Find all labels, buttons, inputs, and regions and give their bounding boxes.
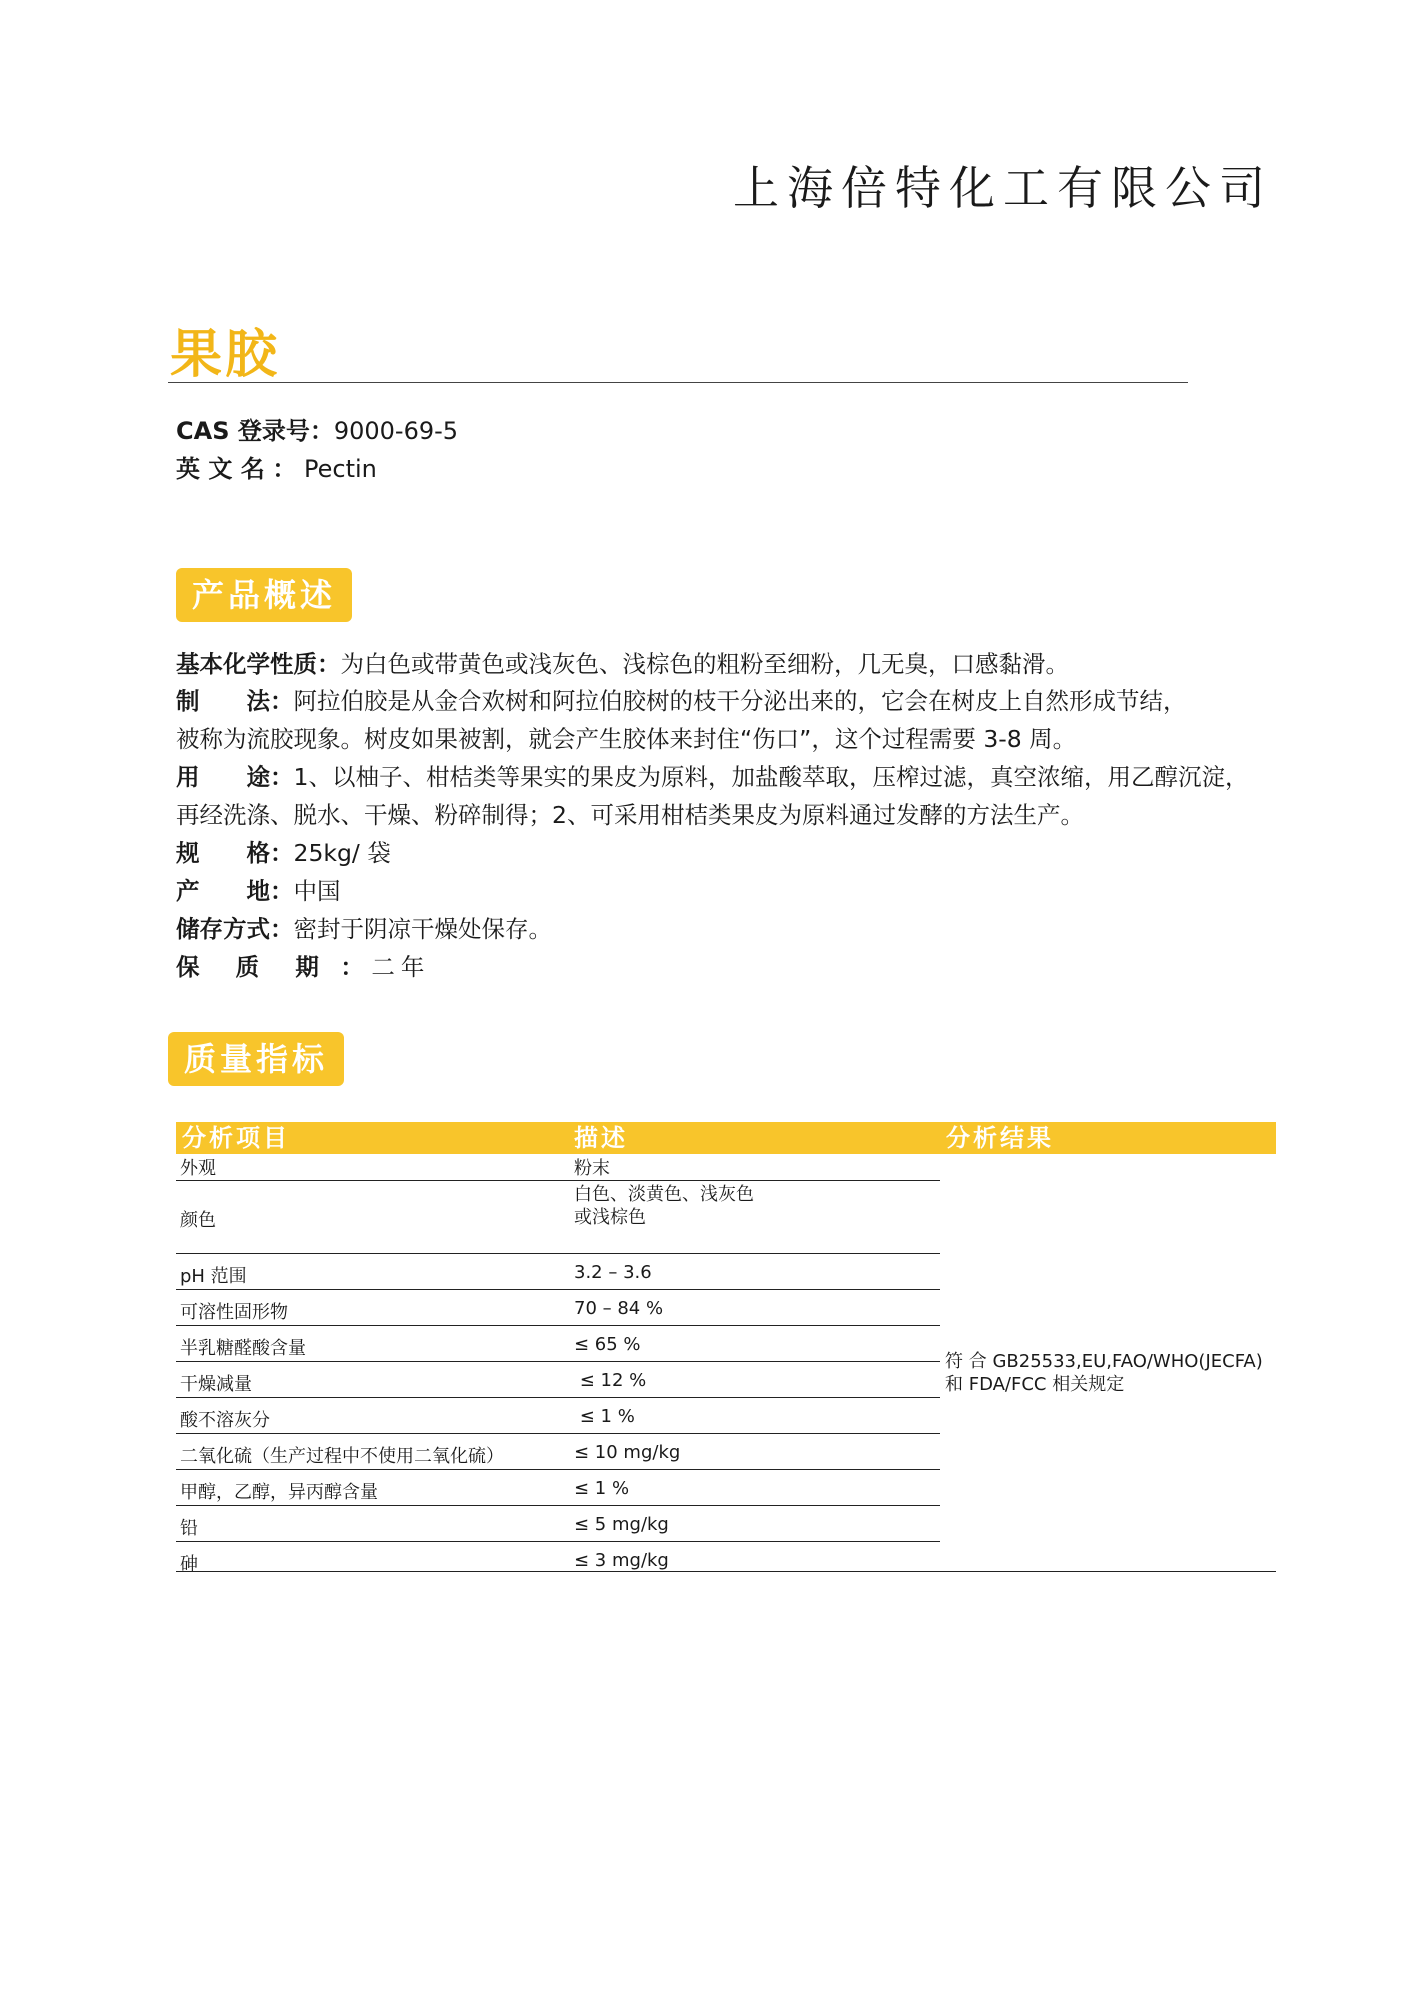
- row-desc: ≤ 5 mg/kg: [574, 1514, 669, 1535]
- table-row: [176, 1154, 940, 1181]
- storage-label: 储存方式：: [176, 915, 294, 943]
- analysis-result: [945, 1350, 1263, 1396]
- use-line-cont: 再经洗涤、脱水、干燥、粉碎制得；2、可采用柑桔类果皮为原料通过发酵的方法生产。: [176, 801, 1084, 829]
- cas-label: CAS 登录号：: [176, 417, 334, 445]
- product-title: 果胶: [170, 325, 281, 385]
- method-line-cont: 被称为流胶现象。树皮如果被割，就会产生胶体来封住“伤口”，这个过程需要 3-8 周。: [176, 725, 1077, 753]
- analysis-result-line-1: 符 合 GB25533,EU,FAO/WHO(JECFA): [945, 1351, 1263, 1372]
- row-desc: 70 – 84 %: [574, 1298, 664, 1319]
- row-desc: ≤ 65 %: [574, 1334, 641, 1355]
- row-desc: ≤ 1 %: [574, 1406, 635, 1427]
- table-row: [176, 1326, 940, 1362]
- row-desc: ≤ 10 mg/kg: [574, 1442, 681, 1463]
- shelf-life-value: 二年: [371, 953, 431, 981]
- row-item: 颜色: [180, 1210, 216, 1231]
- use-value: 1、以柚子、柑桔类等果实的果皮为原料，加盐酸萃取，压榨过滤，真空浓缩，用乙醇沉淀，: [293, 763, 1249, 791]
- method-line: [176, 686, 1187, 716]
- table-row: [176, 1542, 940, 1575]
- row-desc: ≤ 1 %: [574, 1478, 630, 1499]
- method-value: 阿拉伯胶是从金合欢树和阿拉伯胶树的枝干分泌出来的，它会在树皮上自然形成节结，: [293, 687, 1187, 715]
- col-header-desc: 描述: [574, 1124, 628, 1152]
- row-desc: 白色、淡黄色、浅灰色: [574, 1184, 754, 1205]
- quality-heading: 质量指标: [168, 1032, 344, 1086]
- table-row: [176, 1181, 940, 1254]
- row-desc-cont: 或浅棕色: [574, 1207, 646, 1228]
- title-divider: [168, 382, 1188, 383]
- table-row: [176, 1362, 940, 1398]
- table-row: [176, 1254, 940, 1290]
- row-desc: ≤ 12 %: [574, 1370, 647, 1391]
- shelf-life-sep: ：: [340, 953, 364, 981]
- spec-value: 25kg/ 袋: [293, 839, 391, 867]
- overview-heading: 产品概述: [176, 568, 352, 622]
- properties-line: [176, 649, 1069, 679]
- storage-value: 密封于阴凉干燥处保存。: [293, 915, 552, 943]
- row-item: 铅: [180, 1518, 198, 1539]
- row-item: 半乳糖醛酸含量: [180, 1338, 306, 1359]
- use-label: 用 途：: [176, 763, 294, 791]
- cas-line: [176, 411, 458, 446]
- row-item: 二氧化硫（生产过程中不使用二氧化硫）: [180, 1446, 504, 1467]
- table-row: [176, 1434, 940, 1470]
- spec-label: 规 格：: [176, 839, 294, 867]
- storage-line: [176, 914, 552, 944]
- method-label: 制 法：: [176, 687, 294, 715]
- analysis-result-line-2: 和 FDA/FCC 相关规定: [945, 1374, 1125, 1395]
- row-desc: 3.2 – 3.6: [574, 1262, 652, 1283]
- english-name-label: 英 文 名: [176, 455, 265, 483]
- col-header-result: 分析结果: [946, 1124, 1054, 1152]
- properties-value: 为白色或带黄色或浅灰色、浅棕色的粗粉至细粉，几无臭，口感黏滑。: [340, 650, 1069, 678]
- row-desc: 粉末: [574, 1158, 610, 1179]
- company-name: 上海倍特化工有限公司: [733, 161, 1273, 215]
- row-item: 干燥减量: [180, 1374, 252, 1395]
- row-item: 甲醇，乙醇，异丙醇含量: [180, 1482, 378, 1503]
- cas-value: 9000-69-5: [333, 417, 459, 445]
- row-item: 酸不溶灰分: [180, 1410, 270, 1431]
- row-item: pH 范围: [180, 1266, 247, 1287]
- shelf-life-line: [176, 952, 430, 982]
- row-item: 外观: [180, 1158, 216, 1179]
- row-item: 可溶性固形物: [180, 1302, 288, 1323]
- origin-label: 产 地：: [176, 877, 294, 905]
- table-row: [176, 1506, 940, 1542]
- origin-line: [176, 876, 341, 906]
- english-name-sep: ：: [272, 455, 297, 483]
- table-row: [176, 1398, 940, 1434]
- spec-line: [176, 838, 391, 868]
- table-row: [176, 1290, 940, 1326]
- shelf-life-label: 保 质 期: [176, 953, 333, 981]
- table-row: [176, 1470, 940, 1506]
- spec-table-bottom-rule: [176, 1571, 1276, 1572]
- col-header-item: 分析项目: [182, 1124, 290, 1152]
- properties-label: 基本化学性质：: [176, 650, 341, 678]
- origin-value: 中国: [293, 877, 341, 905]
- english-name-line: [176, 449, 377, 484]
- row-desc: ≤ 3 mg/kg: [574, 1550, 669, 1571]
- use-line: [176, 762, 1248, 792]
- spec-table-header: [176, 1122, 1276, 1154]
- row-item: 砷: [180, 1554, 198, 1575]
- english-name-value: Pectin: [304, 455, 377, 483]
